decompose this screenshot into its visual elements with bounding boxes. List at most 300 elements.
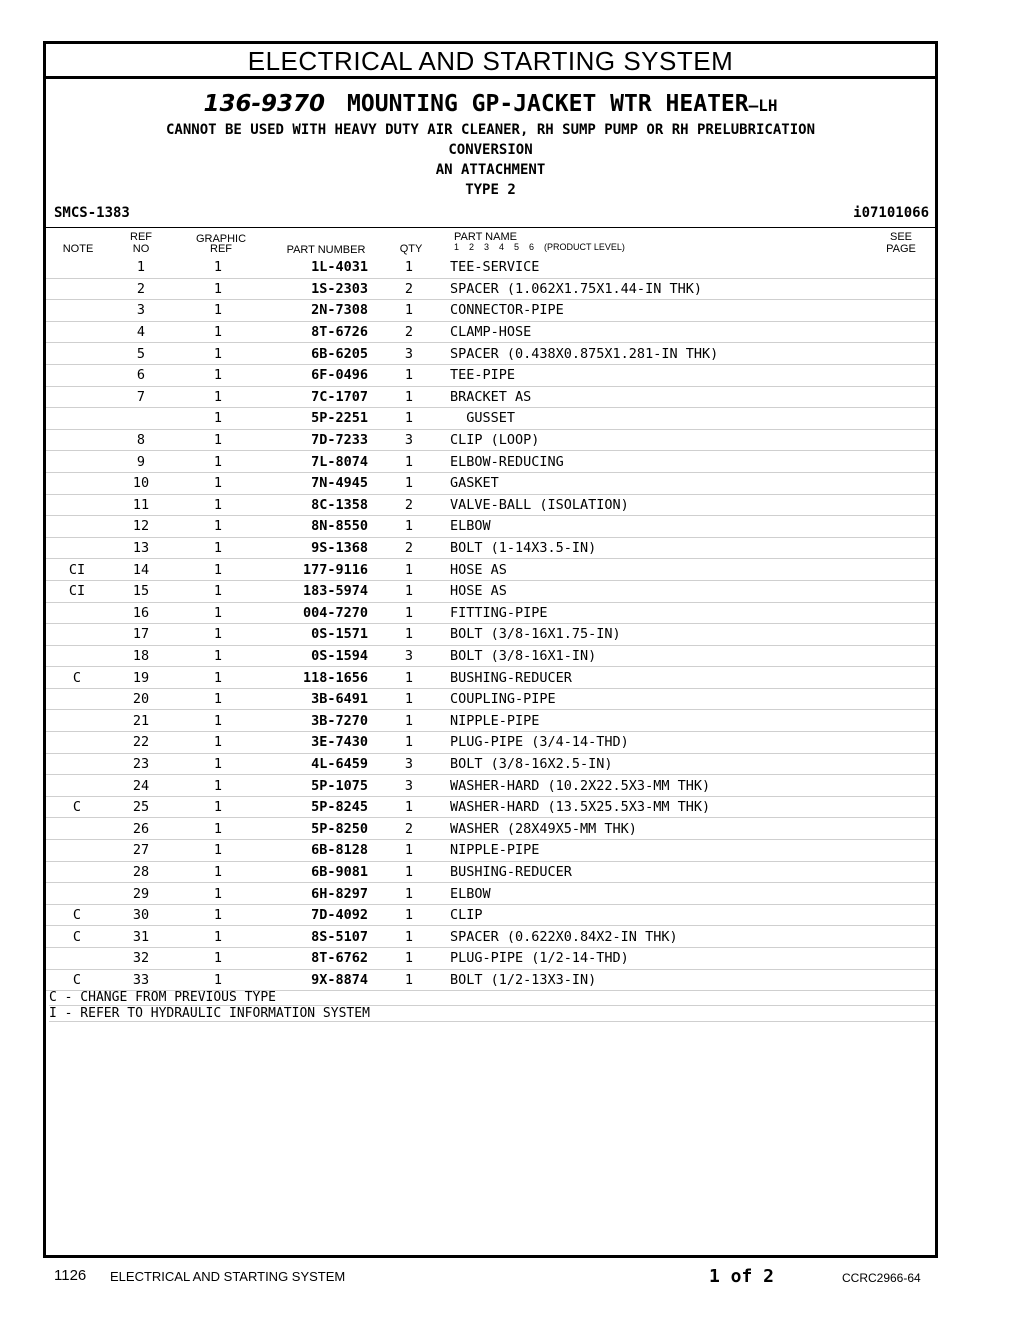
qty-cell: 3 xyxy=(368,775,450,797)
table-row xyxy=(46,796,935,818)
graphic-ref-cell: 1 xyxy=(174,343,262,365)
table-row xyxy=(46,386,935,408)
table-row xyxy=(46,688,935,710)
part-number-cell: 9X-8874 xyxy=(262,969,368,991)
table-row xyxy=(46,257,935,278)
note-cell: CI xyxy=(46,580,108,602)
col-qty: QTY xyxy=(399,243,423,255)
part-number-cell: 6B-6205 xyxy=(262,343,368,365)
part-name-cell: PLUG-PIPE (3/4-14-THD) xyxy=(450,732,875,754)
qty-cell: 1 xyxy=(368,472,450,494)
col-graphic-1: GRAPHIC xyxy=(195,233,247,245)
part-number-cell: 183-5974 xyxy=(262,580,368,602)
graphic-ref-cell: 1 xyxy=(174,753,262,775)
note-cell xyxy=(46,300,108,322)
ref-no-cell: 20 xyxy=(108,688,174,710)
col-graphic-2: REF xyxy=(210,243,232,255)
part-number-cell: 0S-1571 xyxy=(262,624,368,646)
ref-no-cell: 17 xyxy=(108,624,174,646)
ref-no-cell: 8 xyxy=(108,429,174,451)
part-name-cell: ELBOW xyxy=(450,516,875,538)
table-row xyxy=(46,732,935,754)
graphic-ref-cell: 1 xyxy=(174,948,262,970)
see-page-cell xyxy=(875,861,935,883)
note-cell: C xyxy=(46,969,108,991)
note-line: C - CHANGE FROM PREVIOUS TYPE xyxy=(49,990,935,1006)
qty-cell: 1 xyxy=(368,948,450,970)
graphic-ref-cell: 1 xyxy=(174,451,262,473)
graphic-ref-cell: 1 xyxy=(174,969,262,991)
table-row xyxy=(46,904,935,926)
see-page-cell xyxy=(875,840,935,862)
divider xyxy=(46,227,935,228)
graphic-ref-cell: 1 xyxy=(174,364,262,386)
part-number-cell: 7N-4945 xyxy=(262,472,368,494)
part-name-cell: GUSSET xyxy=(450,408,875,430)
graphic-ref-cell: 1 xyxy=(174,516,262,538)
ref-no-cell: 7 xyxy=(108,386,174,408)
see-page-cell xyxy=(875,688,935,710)
part-name-cell: TEE-SERVICE xyxy=(450,257,875,278)
see-page-cell xyxy=(875,321,935,343)
part-name-cell: FITTING-PIPE xyxy=(450,602,875,624)
col-part-number: PART NUMBER xyxy=(286,244,366,256)
note-cell xyxy=(46,818,108,840)
see-page-cell xyxy=(875,494,935,516)
part-name-cell: CONNECTOR-PIPE xyxy=(450,300,875,322)
note-cell xyxy=(46,429,108,451)
part-name-cell: HOSE AS xyxy=(450,559,875,581)
group-part-number: 136-9370 xyxy=(203,91,326,117)
part-number-cell: 6H-8297 xyxy=(262,883,368,905)
see-page-cell xyxy=(875,753,935,775)
illustration-id: i07101066 xyxy=(853,205,929,221)
graphic-ref-cell: 1 xyxy=(174,580,262,602)
part-number-cell: 7D-4092 xyxy=(262,904,368,926)
graphic-ref-cell: 1 xyxy=(174,537,262,559)
part-name-cell: TEE-PIPE xyxy=(450,364,875,386)
graphic-ref-cell: 1 xyxy=(174,278,262,300)
graphic-ref-cell: 1 xyxy=(174,840,262,862)
part-number-cell: 177-9116 xyxy=(262,559,368,581)
qty-cell: 3 xyxy=(368,429,450,451)
qty-cell: 1 xyxy=(368,602,450,624)
col-see-2: PAGE xyxy=(886,243,916,255)
see-page-cell xyxy=(875,300,935,322)
qty-cell: 1 xyxy=(368,883,450,905)
see-page-cell xyxy=(875,732,935,754)
col-ref-2: NO xyxy=(132,243,150,255)
column-headers xyxy=(46,232,935,257)
ref-no-cell: 16 xyxy=(108,602,174,624)
part-name-cell: GASKET xyxy=(450,472,875,494)
ref-no-cell: 12 xyxy=(108,516,174,538)
qty-cell: 2 xyxy=(368,537,450,559)
note-cell: C xyxy=(46,926,108,948)
note-cell xyxy=(46,840,108,862)
qty-cell: 1 xyxy=(368,904,450,926)
col-ref-1: REF xyxy=(130,231,152,243)
graphic-ref-cell: 1 xyxy=(174,732,262,754)
group-type-line: TYPE 2 xyxy=(465,182,516,198)
part-name-cell: NIPPLE-PIPE xyxy=(450,710,875,732)
see-page-cell xyxy=(875,257,935,278)
notes-section xyxy=(49,990,935,1022)
part-number-cell: 7C-1707 xyxy=(262,386,368,408)
qty-cell: 2 xyxy=(368,278,450,300)
table-row xyxy=(46,861,935,883)
table-row xyxy=(46,364,935,386)
part-name-cell: ELBOW-REDUCING xyxy=(450,451,875,473)
see-page-cell xyxy=(875,948,935,970)
table-row xyxy=(46,753,935,775)
see-page-cell xyxy=(875,343,935,365)
note-cell: CI xyxy=(46,559,108,581)
qty-cell: 2 xyxy=(368,321,450,343)
note-cell xyxy=(46,386,108,408)
col-note: NOTE xyxy=(62,243,94,255)
part-name-cell: CLIP xyxy=(450,904,875,926)
part-number-cell: 9S-1368 xyxy=(262,537,368,559)
note-cell xyxy=(46,753,108,775)
note-cell xyxy=(46,472,108,494)
ref-no-cell: 28 xyxy=(108,861,174,883)
group-attachment-line: AN ATTACHMENT xyxy=(435,162,546,178)
qty-cell: 1 xyxy=(368,926,450,948)
table-row xyxy=(46,624,935,646)
qty-cell: 1 xyxy=(368,300,450,322)
see-page-cell xyxy=(875,645,935,667)
ref-no-cell: 18 xyxy=(108,645,174,667)
table-row xyxy=(46,710,935,732)
part-name-cell: BRACKET AS xyxy=(450,386,875,408)
part-number-cell: 118-1656 xyxy=(262,667,368,689)
see-page-cell xyxy=(875,818,935,840)
qty-cell: 1 xyxy=(368,861,450,883)
graphic-ref-cell: 1 xyxy=(174,624,262,646)
table-row xyxy=(46,948,935,970)
part-number-cell: 1L-4031 xyxy=(262,257,368,278)
part-number-cell: 004-7270 xyxy=(262,602,368,624)
ref-no-cell: 27 xyxy=(108,840,174,862)
qty-cell: 2 xyxy=(368,818,450,840)
part-name-cell: BOLT (1-14X3.5-IN) xyxy=(450,537,875,559)
table-row xyxy=(46,494,935,516)
graphic-ref-cell: 1 xyxy=(174,602,262,624)
part-name-cell: SPACER (0.438X0.875X1.281-IN THK) xyxy=(450,343,875,365)
ref-no-cell: 31 xyxy=(108,926,174,948)
graphic-ref-cell: 1 xyxy=(174,796,262,818)
part-number-cell: 8C-1358 xyxy=(262,494,368,516)
part-number-cell: 3B-7270 xyxy=(262,710,368,732)
table-row xyxy=(46,883,935,905)
note-cell xyxy=(46,602,108,624)
see-page-cell xyxy=(875,796,935,818)
table-row xyxy=(46,926,935,948)
note-cell xyxy=(46,732,108,754)
note-cell xyxy=(46,451,108,473)
note-cell xyxy=(46,278,108,300)
see-page-cell xyxy=(875,516,935,538)
table-row xyxy=(46,408,935,430)
parts-table xyxy=(46,257,935,991)
part-name-cell: BOLT (3/8-16X1.75-IN) xyxy=(450,624,875,646)
qty-cell: 1 xyxy=(368,969,450,991)
parts-table-body xyxy=(46,257,935,991)
qty-cell: 3 xyxy=(368,753,450,775)
part-number-cell: 4L-6459 xyxy=(262,753,368,775)
part-number-cell: 6B-9081 xyxy=(262,861,368,883)
part-number-cell: 5P-2251 xyxy=(262,408,368,430)
note-cell xyxy=(46,861,108,883)
group-title xyxy=(46,90,935,120)
group-condition-line: CANNOT BE USED WITH HEAVY DUTY AIR CLEANER, RH SUMP PUMP OR RH PRELUBRICATION xyxy=(165,122,815,138)
table-row xyxy=(46,537,935,559)
part-name-cell: SPACER (1.062X1.75X1.44-IN THK) xyxy=(450,278,875,300)
part-name-cell: BOLT (3/8-16X2.5-IN) xyxy=(450,753,875,775)
ref-no-cell: 32 xyxy=(108,948,174,970)
graphic-ref-cell: 1 xyxy=(174,775,262,797)
see-page-cell xyxy=(875,537,935,559)
graphic-ref-cell: 1 xyxy=(174,926,262,948)
page-number: 1126 xyxy=(54,1267,87,1284)
group-name: MOUNTING GP-JACKET WTR HEATER xyxy=(347,91,749,117)
table-row xyxy=(46,840,935,862)
ref-no-cell: 26 xyxy=(108,818,174,840)
table-row xyxy=(46,559,935,581)
ref-no-cell: 24 xyxy=(108,775,174,797)
graphic-ref-cell: 1 xyxy=(174,710,262,732)
part-name-cell: SPACER (0.622X0.84X2-IN THK) xyxy=(450,926,875,948)
section-title: ELECTRICAL AND STARTING SYSTEM xyxy=(46,44,935,79)
table-row xyxy=(46,321,935,343)
table-row xyxy=(46,278,935,300)
group-condition-line: CONVERSION xyxy=(448,142,533,158)
qty-cell: 3 xyxy=(368,645,450,667)
note-cell xyxy=(46,883,108,905)
ref-no-cell: 25 xyxy=(108,796,174,818)
part-number-cell: 6B-8128 xyxy=(262,840,368,862)
ref-no-cell: 2 xyxy=(108,278,174,300)
table-row xyxy=(46,645,935,667)
ref-no-cell: 33 xyxy=(108,969,174,991)
see-page-cell xyxy=(875,429,935,451)
part-number-cell: 3E-7430 xyxy=(262,732,368,754)
part-name-cell: WASHER-HARD (13.5X25.5X3-MM THK) xyxy=(450,796,875,818)
qty-cell: 1 xyxy=(368,516,450,538)
qty-cell: 2 xyxy=(368,494,450,516)
qty-cell: 1 xyxy=(368,840,450,862)
qty-cell: 1 xyxy=(368,667,450,689)
table-row xyxy=(46,969,935,991)
table-row xyxy=(46,667,935,689)
note-cell xyxy=(46,537,108,559)
part-name-cell: VALVE-BALL (ISOLATION) xyxy=(450,494,875,516)
part-name-cell: WASHER (28X49X5-MM THK) xyxy=(450,818,875,840)
see-page-cell xyxy=(875,451,935,473)
note-cell xyxy=(46,710,108,732)
table-row xyxy=(46,818,935,840)
ref-no-cell: 1 xyxy=(108,257,174,278)
note-line: I - REFER TO HYDRAULIC INFORMATION SYSTEM xyxy=(49,1006,935,1022)
table-row xyxy=(46,429,935,451)
graphic-ref-cell: 1 xyxy=(174,645,262,667)
ref-no-cell: 13 xyxy=(108,537,174,559)
qty-cell: 1 xyxy=(368,451,450,473)
note-cell xyxy=(46,343,108,365)
part-number-cell: 1S-2303 xyxy=(262,278,368,300)
qty-cell: 1 xyxy=(368,386,450,408)
qty-cell: 1 xyxy=(368,364,450,386)
qty-cell: 1 xyxy=(368,580,450,602)
graphic-ref-cell: 1 xyxy=(174,559,262,581)
part-name-cell: COUPLING-PIPE xyxy=(450,688,875,710)
qty-cell: 1 xyxy=(368,257,450,278)
smcs-code: SMCS-1383 xyxy=(54,205,130,221)
note-cell xyxy=(46,775,108,797)
graphic-ref-cell: 1 xyxy=(174,688,262,710)
doc-code: CCRC2966-64 xyxy=(842,1271,921,1285)
see-page-cell xyxy=(875,364,935,386)
graphic-ref-cell: 1 xyxy=(174,667,262,689)
part-number-cell: 8S-5107 xyxy=(262,926,368,948)
group-header xyxy=(46,80,935,200)
graphic-ref-cell: 1 xyxy=(174,429,262,451)
ref-no-cell: 9 xyxy=(108,451,174,473)
ref-no-cell: 19 xyxy=(108,667,174,689)
col-product-level: 1 2 3 4 5 6 (PRODUCT LEVEL) xyxy=(454,242,625,252)
qty-cell: 1 xyxy=(368,559,450,581)
part-name-cell: CLAMP-HOSE xyxy=(450,321,875,343)
note-cell xyxy=(46,645,108,667)
note-cell xyxy=(46,257,108,278)
part-number-cell: 8T-6762 xyxy=(262,948,368,970)
qty-cell: 1 xyxy=(368,710,450,732)
ref-no-cell: 23 xyxy=(108,753,174,775)
table-row xyxy=(46,300,935,322)
see-page-cell xyxy=(875,580,935,602)
table-row xyxy=(46,451,935,473)
note-cell: C xyxy=(46,667,108,689)
note-cell xyxy=(46,408,108,430)
part-name-cell: NIPPLE-PIPE xyxy=(450,840,875,862)
see-page-cell xyxy=(875,969,935,991)
part-name-cell: HOSE AS xyxy=(450,580,875,602)
see-page-cell xyxy=(875,602,935,624)
ref-no-cell: 6 xyxy=(108,364,174,386)
see-page-cell xyxy=(875,386,935,408)
part-number-cell: 2N-7308 xyxy=(262,300,368,322)
page-of: 1 of 2 xyxy=(709,1266,775,1287)
note-cell xyxy=(46,624,108,646)
see-page-cell xyxy=(875,624,935,646)
ref-no-cell: 21 xyxy=(108,710,174,732)
note-cell: C xyxy=(46,904,108,926)
see-page-cell xyxy=(875,559,935,581)
qty-cell: 1 xyxy=(368,732,450,754)
note-cell xyxy=(46,321,108,343)
ref-no-cell: 5 xyxy=(108,343,174,365)
see-page-cell xyxy=(875,883,935,905)
qty-cell: 1 xyxy=(368,688,450,710)
ref-no-cell: 30 xyxy=(108,904,174,926)
table-row xyxy=(46,343,935,365)
part-number-cell: 5P-8250 xyxy=(262,818,368,840)
note-cell xyxy=(46,516,108,538)
part-name-cell: BOLT (3/8-16X1-IN) xyxy=(450,645,875,667)
see-page-cell xyxy=(875,904,935,926)
graphic-ref-cell: 1 xyxy=(174,472,262,494)
table-row xyxy=(46,580,935,602)
table-row xyxy=(46,602,935,624)
ref-no-cell: 22 xyxy=(108,732,174,754)
part-name-cell: ELBOW xyxy=(450,883,875,905)
see-page-cell xyxy=(875,710,935,732)
part-number-cell: 7L-8074 xyxy=(262,451,368,473)
part-number-cell: 3B-6491 xyxy=(262,688,368,710)
note-cell xyxy=(46,364,108,386)
graphic-ref-cell: 1 xyxy=(174,408,262,430)
graphic-ref-cell: 1 xyxy=(174,321,262,343)
col-see-1: SEE xyxy=(889,231,912,243)
ref-no-cell: 3 xyxy=(108,300,174,322)
part-name-cell: BUSHING-REDUCER xyxy=(450,861,875,883)
qty-cell: 1 xyxy=(368,624,450,646)
qty-cell: 3 xyxy=(368,343,450,365)
part-number-cell: 5P-1075 xyxy=(262,775,368,797)
part-number-cell: 6F-0496 xyxy=(262,364,368,386)
graphic-ref-cell: 1 xyxy=(174,386,262,408)
ref-no-cell: 10 xyxy=(108,472,174,494)
see-page-cell xyxy=(875,408,935,430)
ref-no-cell: 4 xyxy=(108,321,174,343)
note-cell xyxy=(46,494,108,516)
graphic-ref-cell: 1 xyxy=(174,861,262,883)
graphic-ref-cell: 1 xyxy=(174,818,262,840)
part-number-cell: 8N-8550 xyxy=(262,516,368,538)
graphic-ref-cell: 1 xyxy=(174,257,262,278)
qty-cell: 1 xyxy=(368,408,450,430)
page-footer xyxy=(0,1266,1020,1290)
part-number-cell: 8T-6726 xyxy=(262,321,368,343)
page-frame xyxy=(43,41,938,1258)
footer-section: ELECTRICAL AND STARTING SYSTEM xyxy=(110,1269,346,1284)
see-page-cell xyxy=(875,472,935,494)
ref-no-cell: 14 xyxy=(108,559,174,581)
col-part-name: PART NAME xyxy=(454,231,517,243)
see-page-cell xyxy=(875,775,935,797)
part-number-cell: 5P-8245 xyxy=(262,796,368,818)
part-number-cell: 7D-7233 xyxy=(262,429,368,451)
qty-cell: 1 xyxy=(368,796,450,818)
ref-no-cell: 15 xyxy=(108,580,174,602)
part-number-cell: 0S-1594 xyxy=(262,645,368,667)
ref-no-cell: 29 xyxy=(108,883,174,905)
table-row xyxy=(46,472,935,494)
note-cell xyxy=(46,948,108,970)
table-row xyxy=(46,775,935,797)
graphic-ref-cell: 1 xyxy=(174,883,262,905)
graphic-ref-cell: 1 xyxy=(174,300,262,322)
part-name-cell: WASHER-HARD (10.2X22.5X3-MM THK) xyxy=(450,775,875,797)
see-page-cell xyxy=(875,667,935,689)
part-name-cell: BOLT (1/2-13X3-IN) xyxy=(450,969,875,991)
part-name-cell: CLIP (LOOP) xyxy=(450,429,875,451)
table-row xyxy=(46,516,935,538)
see-page-cell xyxy=(875,278,935,300)
part-name-cell: BUSHING-REDUCER xyxy=(450,667,875,689)
group-suffix: —LH xyxy=(748,96,778,115)
